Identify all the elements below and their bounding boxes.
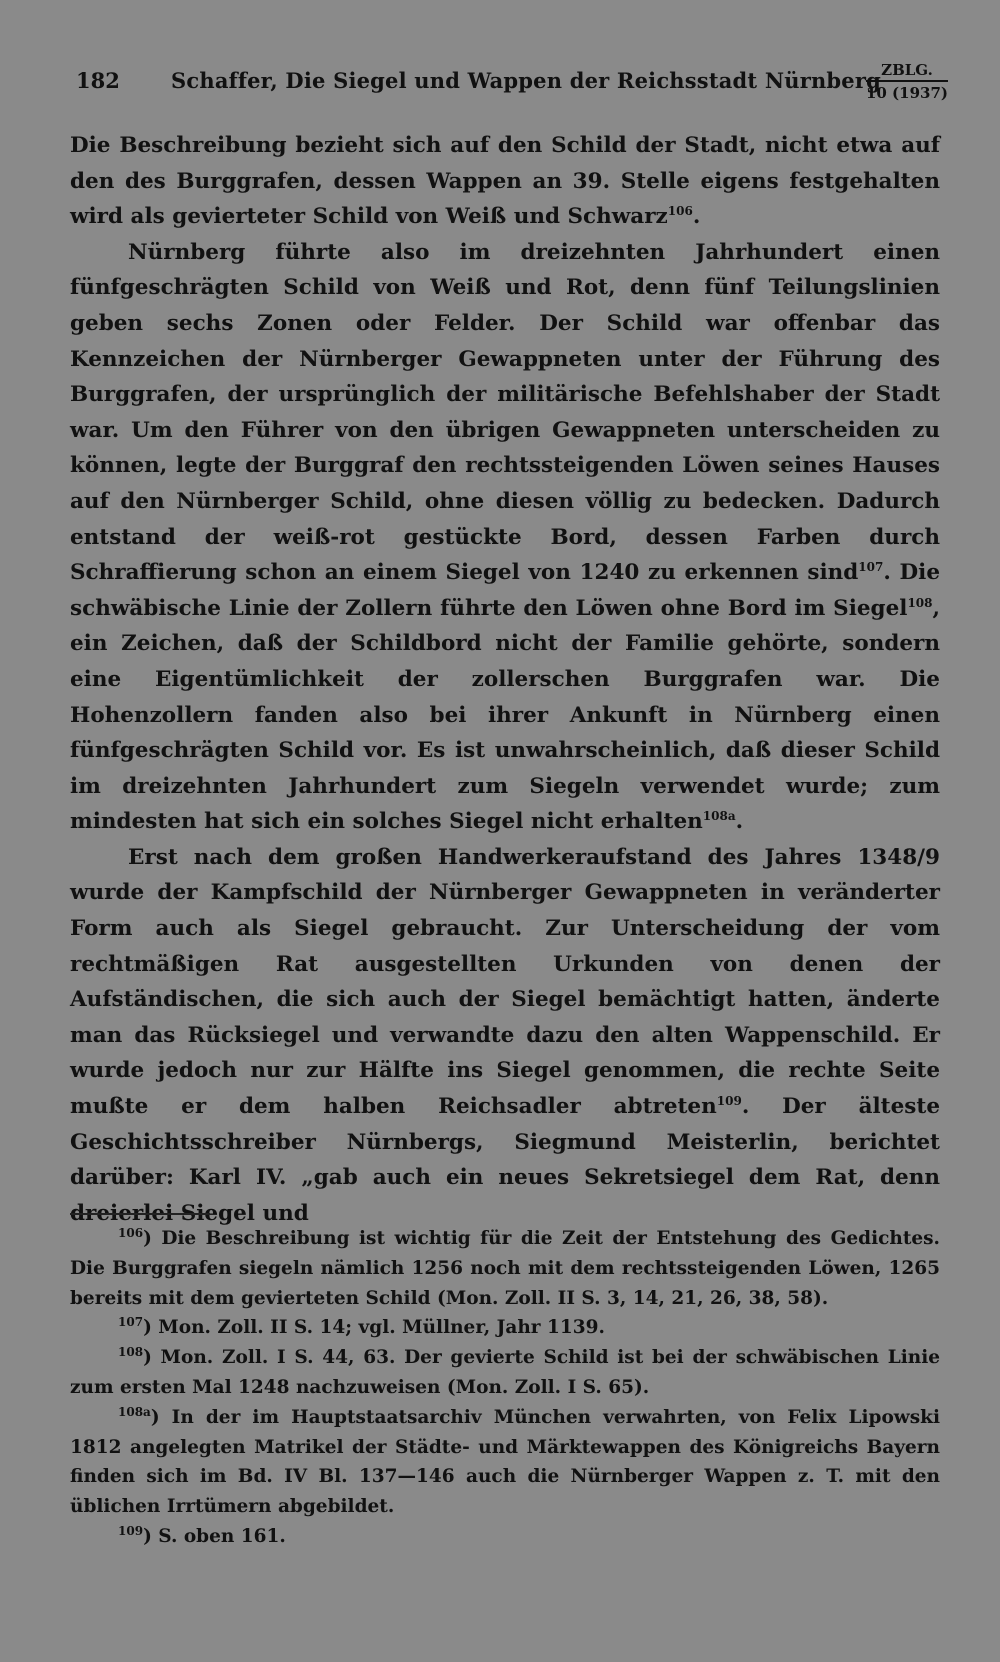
footnote-108: [70, 1343, 940, 1403]
journal-abbreviation: ZBLG.: [881, 61, 933, 79]
page-header: [76, 60, 948, 106]
footnote-108a: [70, 1403, 940, 1522]
main-text: [70, 128, 940, 1231]
footnote-text: ) Die Beschreibung ist wichtig für die Zeit der Entstehung des Gedichtes. Die Burggrafen siegeln nämlich 1256 noch mit dem rechtssteigenden Löwen, 1265 bereits mit dem gevierteten Schild (Mon. Zoll. II S. 3, 14, 21, 26, 38, 58).: [70, 1228, 940, 1309]
footnote-ref-106[interactable]: 106: [667, 204, 693, 219]
footnote-separator: [70, 1213, 210, 1215]
footnote-text: ) In der im Hauptstaatsarchiv München verwahrten, von Felix Lipowski 1812 angelegten Matrikel der Städte- und Märktewappen des Königreichs Bayern finden sich im Bd. IV Bl. 137—146 auch die Nürnberger Wappen z. T. mit den üblichen Irrtümern abgebildet.: [70, 1406, 940, 1518]
paragraph-3: [70, 840, 940, 1232]
paragraph-3-text-b: . Der älteste Geschichtsschreiber Nürnbergs, Siegmund Meisterlin, berichtet darüber: Karl IV. „gab auch ein neues Sekretsiegel dem Rat, denn dreierlei Siegel und: [70, 1094, 940, 1226]
footnote-ref-109[interactable]: 109: [716, 1093, 742, 1108]
footnote-mark: 109: [118, 1523, 144, 1538]
footnote-mark: 106: [118, 1225, 144, 1240]
paragraph-1-end: .: [692, 204, 701, 230]
footnote-107: [70, 1313, 940, 1343]
paragraph-2-text-c: , ein Zeichen, daß der Schildbord nicht der Familie gehörte, sondern eine Eigentümlichkeit der zollerschen Burggrafen war. Die Hohenzollern fanden also bei ihrer Ankunft in Nürnberg einen fünfgeschrägten Schild vor. Es ist unwahrscheinlich, daß dieser Schild im dreizehnten Jahrhundert zum Siegeln verwendet wurde; zum mindesten hat sich ein solches Siegel nicht erhalten: [70, 595, 940, 835]
paragraph-2-text-a: Nürnberg führte also im dreizehnten Jahrhundert einen fünfgeschrägten Schild von Weiß und Rot, denn fünf Teilungslinien geben sechs Zonen oder Felder. Der Schild war offenbar das Kennzeichen der Nürnberger Gewappneten unter der Führung des Burggrafen, der ursprünglich der militärische Befehlshaber der Stadt war. Um den Führer von den übrigen Gewappneten unterscheiden zu können, legte der Burggraf den rechtssteigenden Löwen seines Hauses auf den Nürnberger Schild, ohne diesen völlig zu bedecken. Dadurch entstand der weiß-rot gestückte Bord, dessen Farben durch Schraffierung schon an einem Siegel von 1240 zu erkennen sind: [70, 239, 940, 586]
footnote-109: [70, 1522, 940, 1552]
paragraph-2-end: .: [735, 809, 744, 835]
journal-volume: 10 (1937): [866, 80, 948, 103]
journal-reference: [866, 60, 948, 103]
footnote-106: [70, 1224, 940, 1313]
paragraph-2: [70, 235, 940, 840]
footnote-ref-107[interactable]: 107: [858, 559, 884, 574]
page-number: 182: [76, 68, 120, 93]
paragraph-3-text-a: Erst nach dem großen Handwerkeraufstand des Jahres 1348/9 wurde der Kampfschild der Nürnberger Gewappneten in veränderter Form auch als Siegel gebraucht. Zur Unterscheidung der vom rechtmäßigen Rat ausgestellten Urkunden von denen der Aufständischen, die sich auch der Siegel bemächtigt hatten, änderte man das Rücksiegel und verwandte dazu den alten Wappenschild. Er wurde jedoch nur zur Hälfte ins Siegel genommen, die rechte Seite mußte er dem halben Reichsadler abtreten: [70, 844, 940, 1120]
footnote-mark: 108a: [118, 1404, 151, 1419]
footnote-text: ) S. oben 161.: [143, 1525, 286, 1547]
footnote-mark: 107: [118, 1315, 144, 1330]
paragraph-2-text-b: . Die schwäbische Linie der Zollern führte den Löwen ohne Bord im Siegel: [70, 560, 940, 621]
paragraph-1-text: Die Beschreibung bezieht sich auf den Schild der Stadt, nicht etwa auf den des Burggrafen, dessen Wappen an 39. Stelle eigens festgehalten wird als gevierteter Schild von Weiß und Schwarz: [70, 133, 940, 230]
footnote-text: ) Mon. Zoll. I S. 44, 63. Der gevierte Schild ist bei der schwäbischen Linie zum ersten Mal 1248 nachzuweisen (Mon. Zoll. I S. 65).: [70, 1347, 940, 1398]
footnote-text: ) Mon. Zoll. II S. 14; vgl. Müllner, Jahr 1139.: [143, 1317, 605, 1339]
paragraph-1: [70, 128, 940, 235]
running-title: Schaffer, Die Siegel und Wappen der Reichsstadt Nürnberg: [171, 68, 882, 93]
footnote-ref-108[interactable]: 108: [907, 595, 933, 610]
footnote-mark: 108: [118, 1345, 144, 1360]
footnotes: [70, 1224, 940, 1552]
footnote-ref-108a[interactable]: 108a: [702, 809, 736, 824]
